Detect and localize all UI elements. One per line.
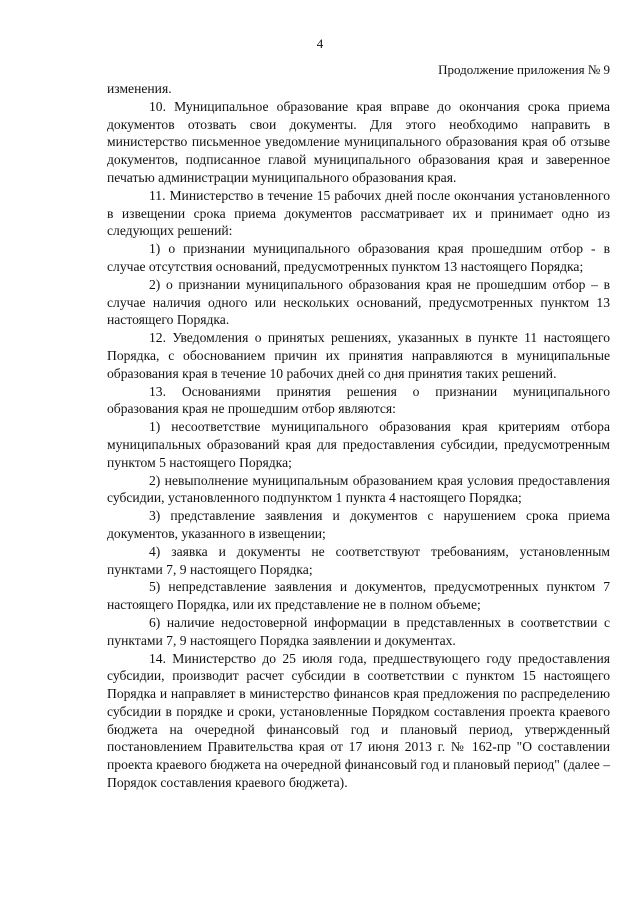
- paragraph-10: 10. Муниципальное образование края вправе до окончания срока приема документов отозвать свои документы. Для этого необходимо направить в министерство письменное уведомление муниципального образования края об отзыве документов, подписанное главой муниципального образования края и заверенное печатью администрации муниципального образования края.: [107, 98, 610, 185]
- paragraph-13-item-4: 4) заявка и документы не соответствуют требованиям, установленным пунктами 7, 9 настоящего Порядка;: [107, 543, 610, 577]
- paragraph-11-item-2: 2) о признании муниципального образования края не прошедшим отбор – в случае наличия одного или нескольких оснований, предусмотренных пунктом 13 настоящего Порядка.: [107, 276, 610, 328]
- paragraph-11-item-1: 1) о признании муниципального образования края прошедшим отбор - в случае отсутствия оснований, предусмотренных пунктом 13 настоящего Порядка;: [107, 241, 610, 274]
- paragraph-continuation: изменения.: [107, 81, 172, 96]
- paragraph-14: 14. Министерство до 25 июля года, предшествующего году предоставления субсидии, производит расчет субсидии в соответствии с пунктом 15 настоящего Порядка и направляет в министерство финансов края предложения по распределению субсидии в порядке и сроки, установленные Порядком составления проекта краевого бюджета на очередной финансовый год и плановый период, утвержденный постановлением Правительства края от 17 июня 2013 г. № 162-пр "О составлении проекта краевого бюджета на очередной финансовый год и плановый период" (далее – Порядок составления краевого бюджета).: [107, 650, 610, 791]
- paragraph-13-item-1: 1) несоответствие муниципального образования края критериям отбора муниципальных образований края для предоставления субсидии, предусмотренным пунктом 5 настоящего Порядка;: [107, 419, 610, 470]
- paragraph-13: 13. Основаниями принятия решения о признании муниципального образования края не прошедшим отбор являются:: [107, 383, 610, 417]
- paragraph-12: 12. Уведомления о принятых решениях, указанных в пункте 11 настоящего Порядка, с обоснованием причин их принятия направляются в муниципальные образования края в течение 10 рабочих дней со дня принятия таких решений.: [107, 330, 610, 381]
- paragraph-13-item-5: 5) непредставление заявления и документов, предусмотренных пунктом 7 настоящего Порядка, или их представление не в полном объеме;: [107, 579, 610, 613]
- page-number: 4: [316, 36, 324, 51]
- paragraph-13-item-3: 3) представление заявления и документов с нарушением срока приема документов, указанного в извещении;: [107, 508, 610, 541]
- document-body: [107, 80, 610, 792]
- paragraph-11: 11. Министерство в течение 15 рабочих дней после окончания установленного в извещении срока приема документов рассматривает их и принимает одно из следующих решений:: [107, 187, 610, 239]
- paragraph-13-item-6: 6) наличие недостоверной информации в представленных в соответствии с пунктами 7, 9 настоящего Порядка заявлении и документах.: [107, 614, 610, 648]
- continuation-header: Продолжение приложения № 9: [438, 62, 610, 77]
- paragraph-13-item-2: 2) невыполнение муниципальным образованием края условия предоставления субсидии, установленного подпунктом 1 пункта 4 настоящего Порядка;: [107, 472, 610, 506]
